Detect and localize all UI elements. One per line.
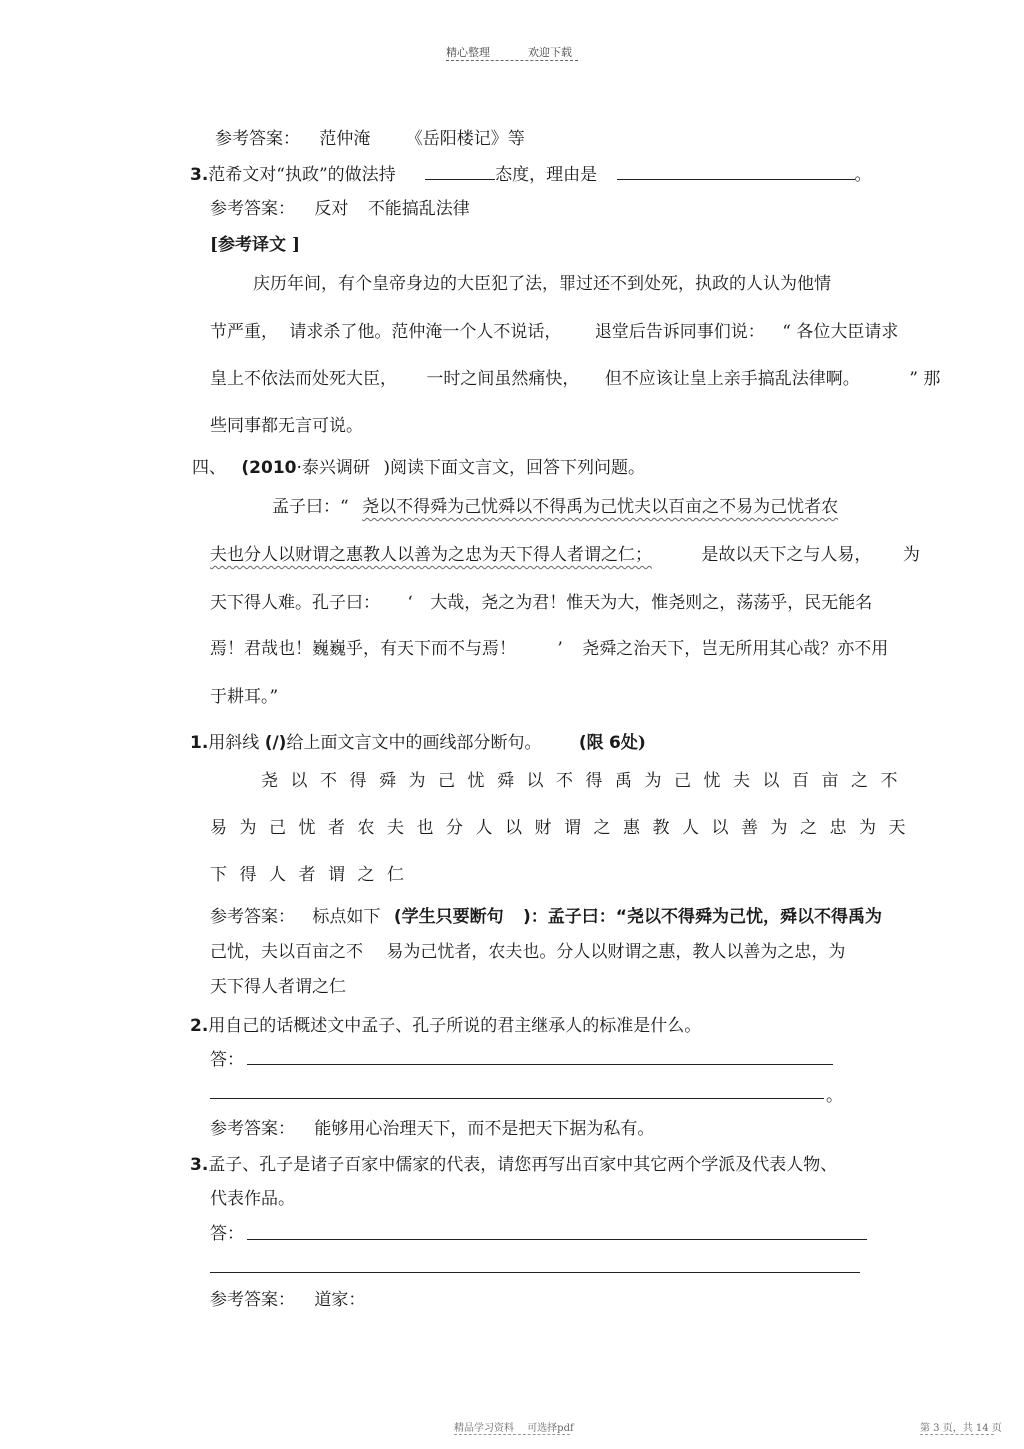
- footer-page-number: 第 3 页，共 14 页: [920, 1423, 1002, 1434]
- underlined-text: 尧以不得舜为己忧舜以不得禹为己忧夫以百亩之不易为己忧者农: [362, 497, 839, 517]
- translation-line-4: 些同事都无言可说。: [210, 416, 363, 436]
- answer-line-2a[interactable]: [247, 1064, 833, 1065]
- translation-line-1: 庆历年间，有个皇帝身边的大臣犯了法，罪过还不到处死，执政的人认为他情: [253, 274, 831, 294]
- question-number: 3.: [190, 165, 209, 185]
- answer-line-3a: [210, 197, 470, 221]
- answer-part-1: 反对: [314, 199, 349, 219]
- header-left: 精心整理: [446, 46, 490, 59]
- answer-blank-reason[interactable]: [617, 165, 855, 180]
- translation-heading: [参考译文 ]: [210, 235, 301, 255]
- answer-label: 参考答案：: [210, 199, 295, 219]
- answer-line-1b: 己忧，夫以百亩之不 易为己忧者，农夫也。分人以财谓之惠，教人以善为之忠，为: [210, 942, 846, 962]
- passage-line-1: 孟子曰：“ 尧以不得舜为己忧舜以不得禹为己忧夫以百亩之不易为己忧者农: [272, 497, 839, 517]
- question-3a: [190, 163, 872, 187]
- spaced-text-line-1: 尧以不得舜为己忧舜以不得禹为己忧夫以百亩之不: [261, 771, 910, 791]
- question-3b-line-2: 代表作品。: [210, 1189, 295, 1209]
- answer-line-2b[interactable]: [210, 1098, 824, 1099]
- footer-center: 精品学习资料 可选择pdf: [454, 1423, 574, 1434]
- section-4-heading: 四、 (2010·泰兴调研 )阅读下面文言文，回答下列问题。: [192, 458, 645, 478]
- answer-end-2: 。: [826, 1086, 843, 1106]
- answer-blank-attitude[interactable]: [425, 165, 495, 180]
- question-2: 2.用自己的话概述文中孟子、孔子所说的君主继承人的标准是什么。: [190, 1016, 702, 1036]
- footer-divider-right: [920, 1434, 994, 1435]
- passage-line-2: 夫也分人以财谓之惠教人以善为之忠为天下得人者谓之仁； 是故以天下之与人易， 为: [210, 545, 920, 565]
- answer-label-2: 答：: [210, 1050, 244, 1070]
- passage-line-5: 于耕耳。”: [210, 687, 279, 707]
- question-3b: 3.孟子、孔子是诸子百家中儒家的代表，请您再写出百家中其它两个学派及代表人物、: [190, 1155, 838, 1175]
- question-end: 。: [854, 165, 872, 185]
- answer-line-3a[interactable]: [247, 1239, 867, 1240]
- answer-part-2: 不能搞乱法律: [367, 199, 470, 219]
- question-text-b: 态度，理由是: [495, 165, 598, 185]
- spaced-text-line-3: 下得人者谓之仁: [210, 865, 417, 885]
- spaced-text-line-2: 易为己忧者农夫也分人以财谓之惠教人以善为之忠为天: [210, 818, 918, 838]
- answer-line-3c: 参考答案： 道家：: [210, 1290, 366, 1310]
- answer-name: 范仲淹: [319, 129, 371, 149]
- question-1: 1.用斜线 (/)给上面文言文中的画线部分断句。 (限 6处): [190, 733, 646, 753]
- footer-divider-center: [454, 1434, 570, 1435]
- translation-line-2: 节严重， 请求杀了他。范仲淹一个人不说话， 退堂后告诉同事们说： “ 各位大臣请求: [210, 322, 899, 342]
- prev-answer-line: [215, 127, 525, 151]
- header-divider: [446, 60, 578, 61]
- answer-label-3: 答：: [210, 1224, 244, 1244]
- passage-line-4: 焉！君哉也！巍巍乎，有天下而不与焉！ ’ 尧舜之治天下，岂无所用其心哉？亦不用: [210, 639, 889, 659]
- answer-line-1c: 天下得人者谓之仁: [210, 977, 346, 997]
- answer-label: 参考答案：: [215, 129, 300, 149]
- answer-line-3b[interactable]: [210, 1272, 860, 1273]
- header-right: 欢迎下载: [528, 46, 572, 59]
- question-text-a: 范希文对“执政”的做法持: [208, 165, 396, 185]
- answer-line-2c: 参考答案： 能够用心治理天下，而不是把天下据为私有。: [210, 1119, 655, 1139]
- underlined-text: 夫也分人以财谓之惠教人以善为之忠为天下得人者谓之仁；: [210, 545, 652, 565]
- answer-line-1a: 参考答案： 标点如下 (学生只要断句 )：孟子曰：“尧以不得舜为己忧，舜以不得禹为: [210, 907, 882, 927]
- translation-line-3: 皇上不依法而处死大臣， 一时之间虽然痛快， 但不应该让皇上亲手搞乱法律啊。 ” 那: [210, 369, 941, 389]
- answer-work: 《岳阳楼记》等: [405, 129, 525, 149]
- passage-line-3: 天下得人难。孔子曰： ‘ 大哉，尧之为君！惟天为大，惟尧则之，荡荡乎，民无能名: [210, 593, 873, 613]
